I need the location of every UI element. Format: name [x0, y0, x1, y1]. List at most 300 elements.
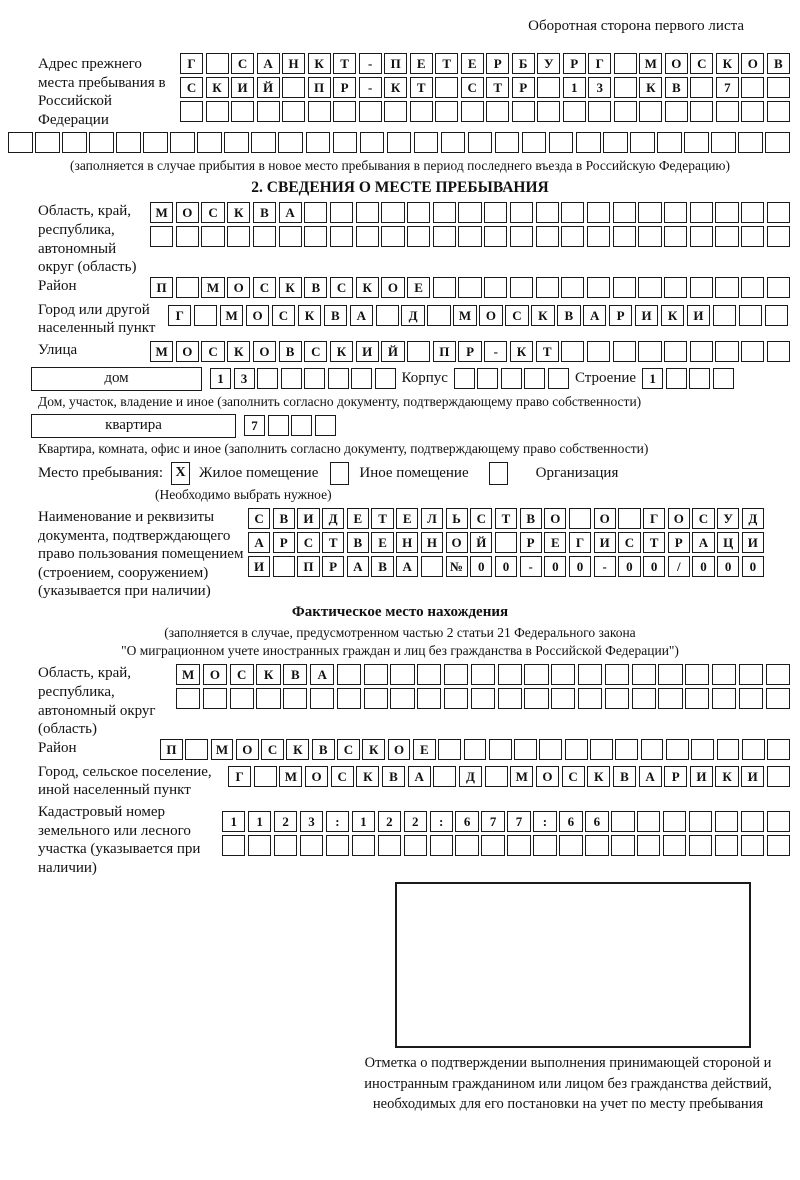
char-cell-filled: О — [741, 53, 764, 74]
prev-address-row-3 — [180, 101, 790, 122]
char-cell-filled: Т — [536, 341, 559, 362]
char-cell-filled: О — [388, 739, 411, 760]
kadastr-row-1 — [222, 811, 790, 832]
char-cell-filled: С — [180, 77, 203, 98]
char-cell-empty — [304, 226, 327, 247]
char-cell-empty — [333, 132, 358, 153]
char-cell-empty — [326, 835, 349, 856]
char-cell-empty — [278, 132, 303, 153]
char-cell-empty — [690, 341, 713, 362]
char-cell-filled: К — [227, 341, 250, 362]
dom-row — [31, 367, 800, 391]
char-cell-filled: 1 — [642, 368, 663, 389]
char-cell-empty — [495, 532, 517, 553]
char-cell-empty — [767, 811, 790, 832]
dom-caption: Дом, участок, владение и иное (заполнить согласно документу, подтверждающему право собственности) — [38, 393, 642, 409]
char-cell-empty — [356, 202, 379, 223]
char-cell-filled: : — [430, 811, 453, 832]
char-cell-filled: К — [531, 305, 554, 326]
char-cell-empty — [230, 688, 254, 709]
char-cell-empty — [364, 664, 388, 685]
char-cell-empty — [539, 739, 562, 760]
char-cell-empty — [197, 132, 222, 153]
char-cell-empty — [663, 811, 686, 832]
char-cell-empty — [611, 811, 634, 832]
char-cell-empty — [536, 226, 559, 247]
char-cell-empty — [231, 101, 254, 122]
char-cell-empty — [637, 811, 660, 832]
char-cell-filled: - — [359, 53, 382, 74]
char-cell-empty — [657, 132, 682, 153]
char-cell-filled: Р — [273, 532, 295, 553]
char-cell-empty — [279, 226, 302, 247]
char-cell-empty — [739, 664, 763, 685]
checkbox-org — [489, 462, 508, 485]
char-cell-empty — [741, 835, 764, 856]
char-cell-empty — [300, 835, 323, 856]
char-cell-empty — [717, 739, 740, 760]
char-cell-filled: Й — [381, 341, 404, 362]
char-cell-empty — [638, 277, 661, 298]
char-cell-filled: 0 — [717, 556, 739, 577]
char-cell-filled: 1 — [563, 77, 586, 98]
char-cell-filled: П — [160, 739, 183, 760]
char-cell-empty — [170, 132, 195, 153]
char-cell-filled: М — [150, 202, 173, 223]
char-cell-filled: Г — [569, 532, 591, 553]
char-cell-empty — [471, 688, 495, 709]
prev-address-row-4 — [8, 132, 790, 153]
char-cell-empty — [630, 132, 655, 153]
char-cell-filled: 0 — [742, 556, 764, 577]
char-cell-empty — [548, 368, 569, 389]
char-cell-empty — [510, 277, 533, 298]
char-cell-filled: К — [715, 766, 738, 787]
char-cell-empty — [455, 835, 478, 856]
fact-oblast-field — [0, 664, 800, 738]
char-cell-empty — [767, 341, 790, 362]
char-cell-empty — [514, 739, 537, 760]
char-cell-empty — [404, 835, 427, 856]
char-cell-empty — [378, 835, 401, 856]
char-cell-empty — [444, 688, 468, 709]
char-cell-empty — [561, 226, 584, 247]
fact-raion-label: Район — [38, 739, 77, 756]
option-inoe-label: Иное помещение — [359, 464, 469, 481]
char-cell-filled: М — [279, 766, 302, 787]
char-cell-empty — [458, 277, 481, 298]
char-cell-empty — [613, 341, 636, 362]
char-cell-empty — [741, 101, 764, 122]
char-cell-empty — [330, 202, 353, 223]
char-cell-filled: П — [384, 53, 407, 74]
char-cell-empty — [495, 132, 520, 153]
char-cell-filled: 0 — [495, 556, 517, 577]
char-cell-filled: К — [639, 77, 662, 98]
char-cell-empty — [632, 664, 656, 685]
char-cell-filled: И — [742, 532, 764, 553]
char-cell-filled: Р — [609, 305, 632, 326]
char-cell-empty — [484, 202, 507, 223]
char-cell-empty — [337, 664, 361, 685]
char-cell-empty — [254, 766, 277, 787]
char-cell-empty — [116, 132, 141, 153]
char-cell-empty — [306, 132, 331, 153]
char-cell-filled: С — [461, 77, 484, 98]
raion-row — [150, 277, 790, 298]
char-cell-empty — [690, 202, 713, 223]
char-cell-filled: Е — [347, 508, 369, 529]
char-cell-filled: С — [297, 532, 319, 553]
char-cell-filled: Г — [228, 766, 251, 787]
char-cell-empty — [741, 341, 764, 362]
char-cell-filled: Д — [322, 508, 344, 529]
char-cell-filled: У — [537, 53, 560, 74]
char-cell-empty — [739, 688, 763, 709]
char-cell-filled: 2 — [404, 811, 427, 832]
mesto-label: Место пребывания: — [38, 464, 163, 481]
char-cell-empty — [390, 664, 414, 685]
char-cell-filled: Р — [664, 766, 687, 787]
char-cell-filled: И — [356, 341, 379, 362]
char-cell-filled: В — [324, 305, 347, 326]
char-cell-filled: О — [176, 202, 199, 223]
char-cell-empty — [767, 202, 790, 223]
char-cell-filled: Т — [643, 532, 665, 553]
char-cell-empty — [587, 202, 610, 223]
char-cell-empty — [767, 77, 790, 98]
char-cell-empty — [407, 341, 430, 362]
char-cell-filled: Й — [470, 532, 492, 553]
char-cell-empty — [498, 664, 522, 685]
char-cell-filled: П — [433, 341, 456, 362]
char-cell-empty — [282, 77, 305, 98]
prev-address-row-2 — [180, 77, 790, 98]
prev-address-caption: (заполняется в случае прибытия в новое место пребывания в период последнего въезда в Российскую Федерацию) — [69, 158, 731, 174]
char-cell-filled: Н — [396, 532, 418, 553]
char-cell-filled: В — [312, 739, 335, 760]
char-cell-empty — [524, 368, 545, 389]
char-cell-filled: К — [356, 766, 379, 787]
char-cell-empty — [767, 766, 790, 787]
char-cell-filled: Ц — [717, 532, 739, 553]
char-cell-empty — [715, 835, 738, 856]
char-cell-empty — [585, 835, 608, 856]
char-cell-filled: 6 — [559, 811, 582, 832]
char-cell-empty — [454, 368, 475, 389]
char-cell-empty — [741, 77, 764, 98]
char-cell-empty — [533, 835, 556, 856]
char-cell-empty — [738, 132, 763, 153]
char-cell-filled: 1 — [222, 811, 245, 832]
char-cell-empty — [251, 132, 276, 153]
char-cell-empty — [551, 688, 575, 709]
char-cell-filled: И — [297, 508, 319, 529]
char-cell-empty — [588, 101, 611, 122]
char-cell-empty — [587, 341, 610, 362]
char-cell-filled: Д — [401, 305, 424, 326]
char-cell-empty — [664, 202, 687, 223]
char-cell-filled: Т — [371, 508, 393, 529]
char-cell-filled: С — [618, 532, 640, 553]
factual-caption-2: "О миграционном учете иностранных граждан и лиц без гражданства в Российской Федерации") — [121, 643, 679, 659]
char-cell-filled: - — [359, 77, 382, 98]
char-cell-filled: С — [692, 508, 714, 529]
char-cell-filled: В — [613, 766, 636, 787]
char-cell-empty — [407, 226, 430, 247]
char-cell-filled: С — [331, 766, 354, 787]
char-cell-filled: О — [446, 532, 468, 553]
char-cell-empty — [666, 739, 689, 760]
char-cell-empty — [315, 415, 336, 436]
char-cell-filled: Ь — [446, 508, 468, 529]
char-cell-filled: С — [231, 53, 254, 74]
char-cell-filled: Т — [435, 53, 458, 74]
char-cell-filled: П — [297, 556, 319, 577]
char-cell-empty — [765, 305, 788, 326]
char-cell-filled: О — [305, 766, 328, 787]
char-cell-empty — [430, 835, 453, 856]
char-cell-filled: К — [716, 53, 739, 74]
gorod-row — [168, 305, 788, 326]
char-cell-filled: С — [261, 739, 284, 760]
korpus-cells — [454, 368, 569, 389]
char-cell-empty — [510, 202, 533, 223]
char-cell-empty — [741, 202, 764, 223]
char-cell-filled: 7 — [507, 811, 530, 832]
char-cell-filled: Б — [512, 53, 535, 74]
doc-row-3 — [248, 556, 764, 577]
char-cell-filled: О — [381, 277, 404, 298]
char-cell-empty — [176, 277, 199, 298]
char-cell-empty — [384, 101, 407, 122]
char-cell-empty — [576, 132, 601, 153]
char-cell-empty — [561, 341, 584, 362]
fact-oblast-row-1 — [176, 664, 790, 685]
char-cell-empty — [375, 368, 396, 389]
char-cell-filled: С — [272, 305, 295, 326]
char-cell-filled: Е — [371, 532, 393, 553]
char-cell-filled: А — [347, 556, 369, 577]
char-cell-empty — [444, 664, 468, 685]
char-cell-empty — [587, 277, 610, 298]
prev-address-block — [0, 53, 800, 129]
char-cell-empty — [427, 305, 450, 326]
char-cell-filled: Р — [668, 532, 690, 553]
char-cell-filled: : — [533, 811, 556, 832]
char-cell-filled: А — [692, 532, 714, 553]
char-cell-filled: 1 — [352, 811, 375, 832]
char-cell-empty — [690, 277, 713, 298]
oblast-rows — [150, 202, 790, 247]
char-cell-empty — [330, 226, 353, 247]
char-cell-empty — [257, 101, 280, 122]
char-cell-empty — [507, 835, 530, 856]
char-cell-empty — [224, 132, 249, 153]
char-cell-filled: О — [236, 739, 259, 760]
fact-oblast-rows — [176, 664, 790, 709]
char-cell-filled: К — [661, 305, 684, 326]
char-cell-empty — [537, 101, 560, 122]
char-cell-empty — [510, 226, 533, 247]
char-cell-empty — [481, 835, 504, 856]
char-cell-filled: Д — [459, 766, 482, 787]
char-cell-filled: Р — [486, 53, 509, 74]
char-cell-filled: С — [304, 341, 327, 362]
char-cell-empty — [180, 101, 203, 122]
char-cell-empty — [477, 368, 498, 389]
char-cell-filled: С — [201, 202, 224, 223]
char-cell-empty — [587, 226, 610, 247]
fact-oblast-label: Область, край, республика, автономный округ (область) — [38, 665, 156, 738]
char-cell-filled: И — [594, 532, 616, 553]
char-cell-filled: О — [479, 305, 502, 326]
char-cell-filled: С — [562, 766, 585, 787]
char-cell-filled: А — [350, 305, 373, 326]
char-cell-filled: 0 — [643, 556, 665, 577]
char-cell-empty — [613, 277, 636, 298]
fact-gorod-label: Город, сельское поселение, иной населенный пункт — [38, 763, 212, 799]
char-cell-empty — [256, 688, 280, 709]
char-cell-empty — [333, 101, 356, 122]
char-cell-filled: М — [510, 766, 533, 787]
char-cell-filled: С — [248, 508, 270, 529]
char-cell-empty — [713, 305, 736, 326]
char-cell-empty — [605, 688, 629, 709]
char-cell-empty — [364, 688, 388, 709]
char-cell-filled: Р — [563, 53, 586, 74]
char-cell-empty — [337, 688, 361, 709]
char-cell-empty — [685, 664, 709, 685]
char-cell-filled: С — [470, 508, 492, 529]
char-cell-empty — [512, 101, 535, 122]
char-cell-filled: Р — [333, 77, 356, 98]
char-cell-filled: К — [256, 664, 280, 685]
char-cell-filled: С — [690, 53, 713, 74]
char-cell-filled: О — [594, 508, 616, 529]
char-cell-empty — [524, 664, 548, 685]
char-cell-filled: Н — [421, 532, 443, 553]
char-cell-empty — [185, 739, 208, 760]
char-cell-empty — [715, 202, 738, 223]
oblast-row-1 — [150, 202, 790, 223]
char-cell-filled: С — [337, 739, 360, 760]
char-cell-filled: К — [286, 739, 309, 760]
char-cell-empty — [637, 835, 660, 856]
char-cell-filled: 7 — [716, 77, 739, 98]
kadastr-field — [0, 803, 800, 877]
char-cell-filled: В — [283, 664, 307, 685]
char-cell-empty — [352, 835, 375, 856]
char-cell-empty — [685, 688, 709, 709]
char-cell-empty — [222, 835, 245, 856]
char-cell-filled: Л — [421, 508, 443, 529]
char-cell-empty — [565, 739, 588, 760]
char-cell-filled: Н — [282, 53, 305, 74]
factual-caption-1: (заполняется в случае, предусмотренном частью 2 статьи 21 Федерального закона — [164, 624, 636, 640]
char-cell-empty — [713, 368, 734, 389]
mesto-row — [0, 462, 800, 485]
char-cell-empty — [381, 226, 404, 247]
raion-field — [0, 277, 800, 298]
char-cell-empty — [486, 101, 509, 122]
char-cell-filled: 3 — [234, 368, 255, 389]
char-cell-filled: И — [741, 766, 764, 787]
korpus-label: Корпус — [401, 370, 448, 387]
char-cell-empty — [578, 688, 602, 709]
char-cell-filled: 0 — [618, 556, 640, 577]
char-cell-filled: Е — [544, 532, 566, 553]
char-cell-filled: С — [505, 305, 528, 326]
char-cell-empty — [485, 766, 508, 787]
char-cell-filled: 0 — [470, 556, 492, 577]
char-cell-empty — [569, 508, 591, 529]
char-cell-filled: Т — [322, 532, 344, 553]
char-cell-empty — [206, 101, 229, 122]
char-cell-filled: О — [203, 664, 227, 685]
char-cell-filled: 0 — [569, 556, 591, 577]
char-cell-empty — [689, 811, 712, 832]
char-cell-filled: 1 — [248, 811, 271, 832]
char-cell-filled: - — [520, 556, 542, 577]
char-cell-empty — [489, 739, 512, 760]
char-cell-empty — [464, 739, 487, 760]
char-cell-filled: К — [227, 202, 250, 223]
char-cell-filled: К — [356, 277, 379, 298]
kvartira-caption: Квартира, комната, офис и иное (заполнить согласно документу, подтверждающему право собственности) — [38, 440, 649, 456]
char-cell-empty — [304, 368, 325, 389]
confirmation-mark-box — [395, 882, 751, 1048]
char-cell-empty — [639, 101, 662, 122]
char-cell-filled: 1 — [210, 368, 231, 389]
char-cell-empty — [433, 202, 456, 223]
char-cell-filled: С — [201, 341, 224, 362]
char-cell-filled: К — [362, 739, 385, 760]
char-cell-filled: И — [635, 305, 658, 326]
ulitsa-row — [150, 341, 790, 362]
char-cell-empty — [203, 688, 227, 709]
kadastr-rows — [222, 811, 790, 856]
char-cell-empty — [414, 132, 439, 153]
char-cell-filled: С — [253, 277, 276, 298]
char-cell-filled: В — [371, 556, 393, 577]
char-cell-empty — [614, 77, 637, 98]
char-cell-filled: Т — [333, 53, 356, 74]
char-cell-filled: В — [665, 77, 688, 98]
char-cell-empty — [605, 664, 629, 685]
char-cell-empty — [551, 664, 575, 685]
char-cell-filled: Т — [410, 77, 433, 98]
char-cell-filled: Г — [180, 53, 203, 74]
oblast-label: Область, край, республика, автономный округ (область) — [38, 203, 137, 276]
doc-field — [0, 508, 800, 601]
char-cell-empty — [767, 101, 790, 122]
char-cell-filled: М — [453, 305, 476, 326]
char-cell-empty — [613, 226, 636, 247]
char-cell-empty — [433, 226, 456, 247]
char-cell-empty — [632, 688, 656, 709]
char-cell-filled: М — [220, 305, 243, 326]
char-cell-empty — [524, 688, 548, 709]
char-cell-filled: О — [665, 53, 688, 74]
char-cell-empty — [561, 202, 584, 223]
gorod-field — [0, 301, 800, 338]
char-cell-filled: Д — [742, 508, 764, 529]
char-cell-empty — [310, 688, 334, 709]
char-cell-empty — [484, 277, 507, 298]
char-cell-empty — [691, 739, 714, 760]
char-cell-empty — [458, 202, 481, 223]
